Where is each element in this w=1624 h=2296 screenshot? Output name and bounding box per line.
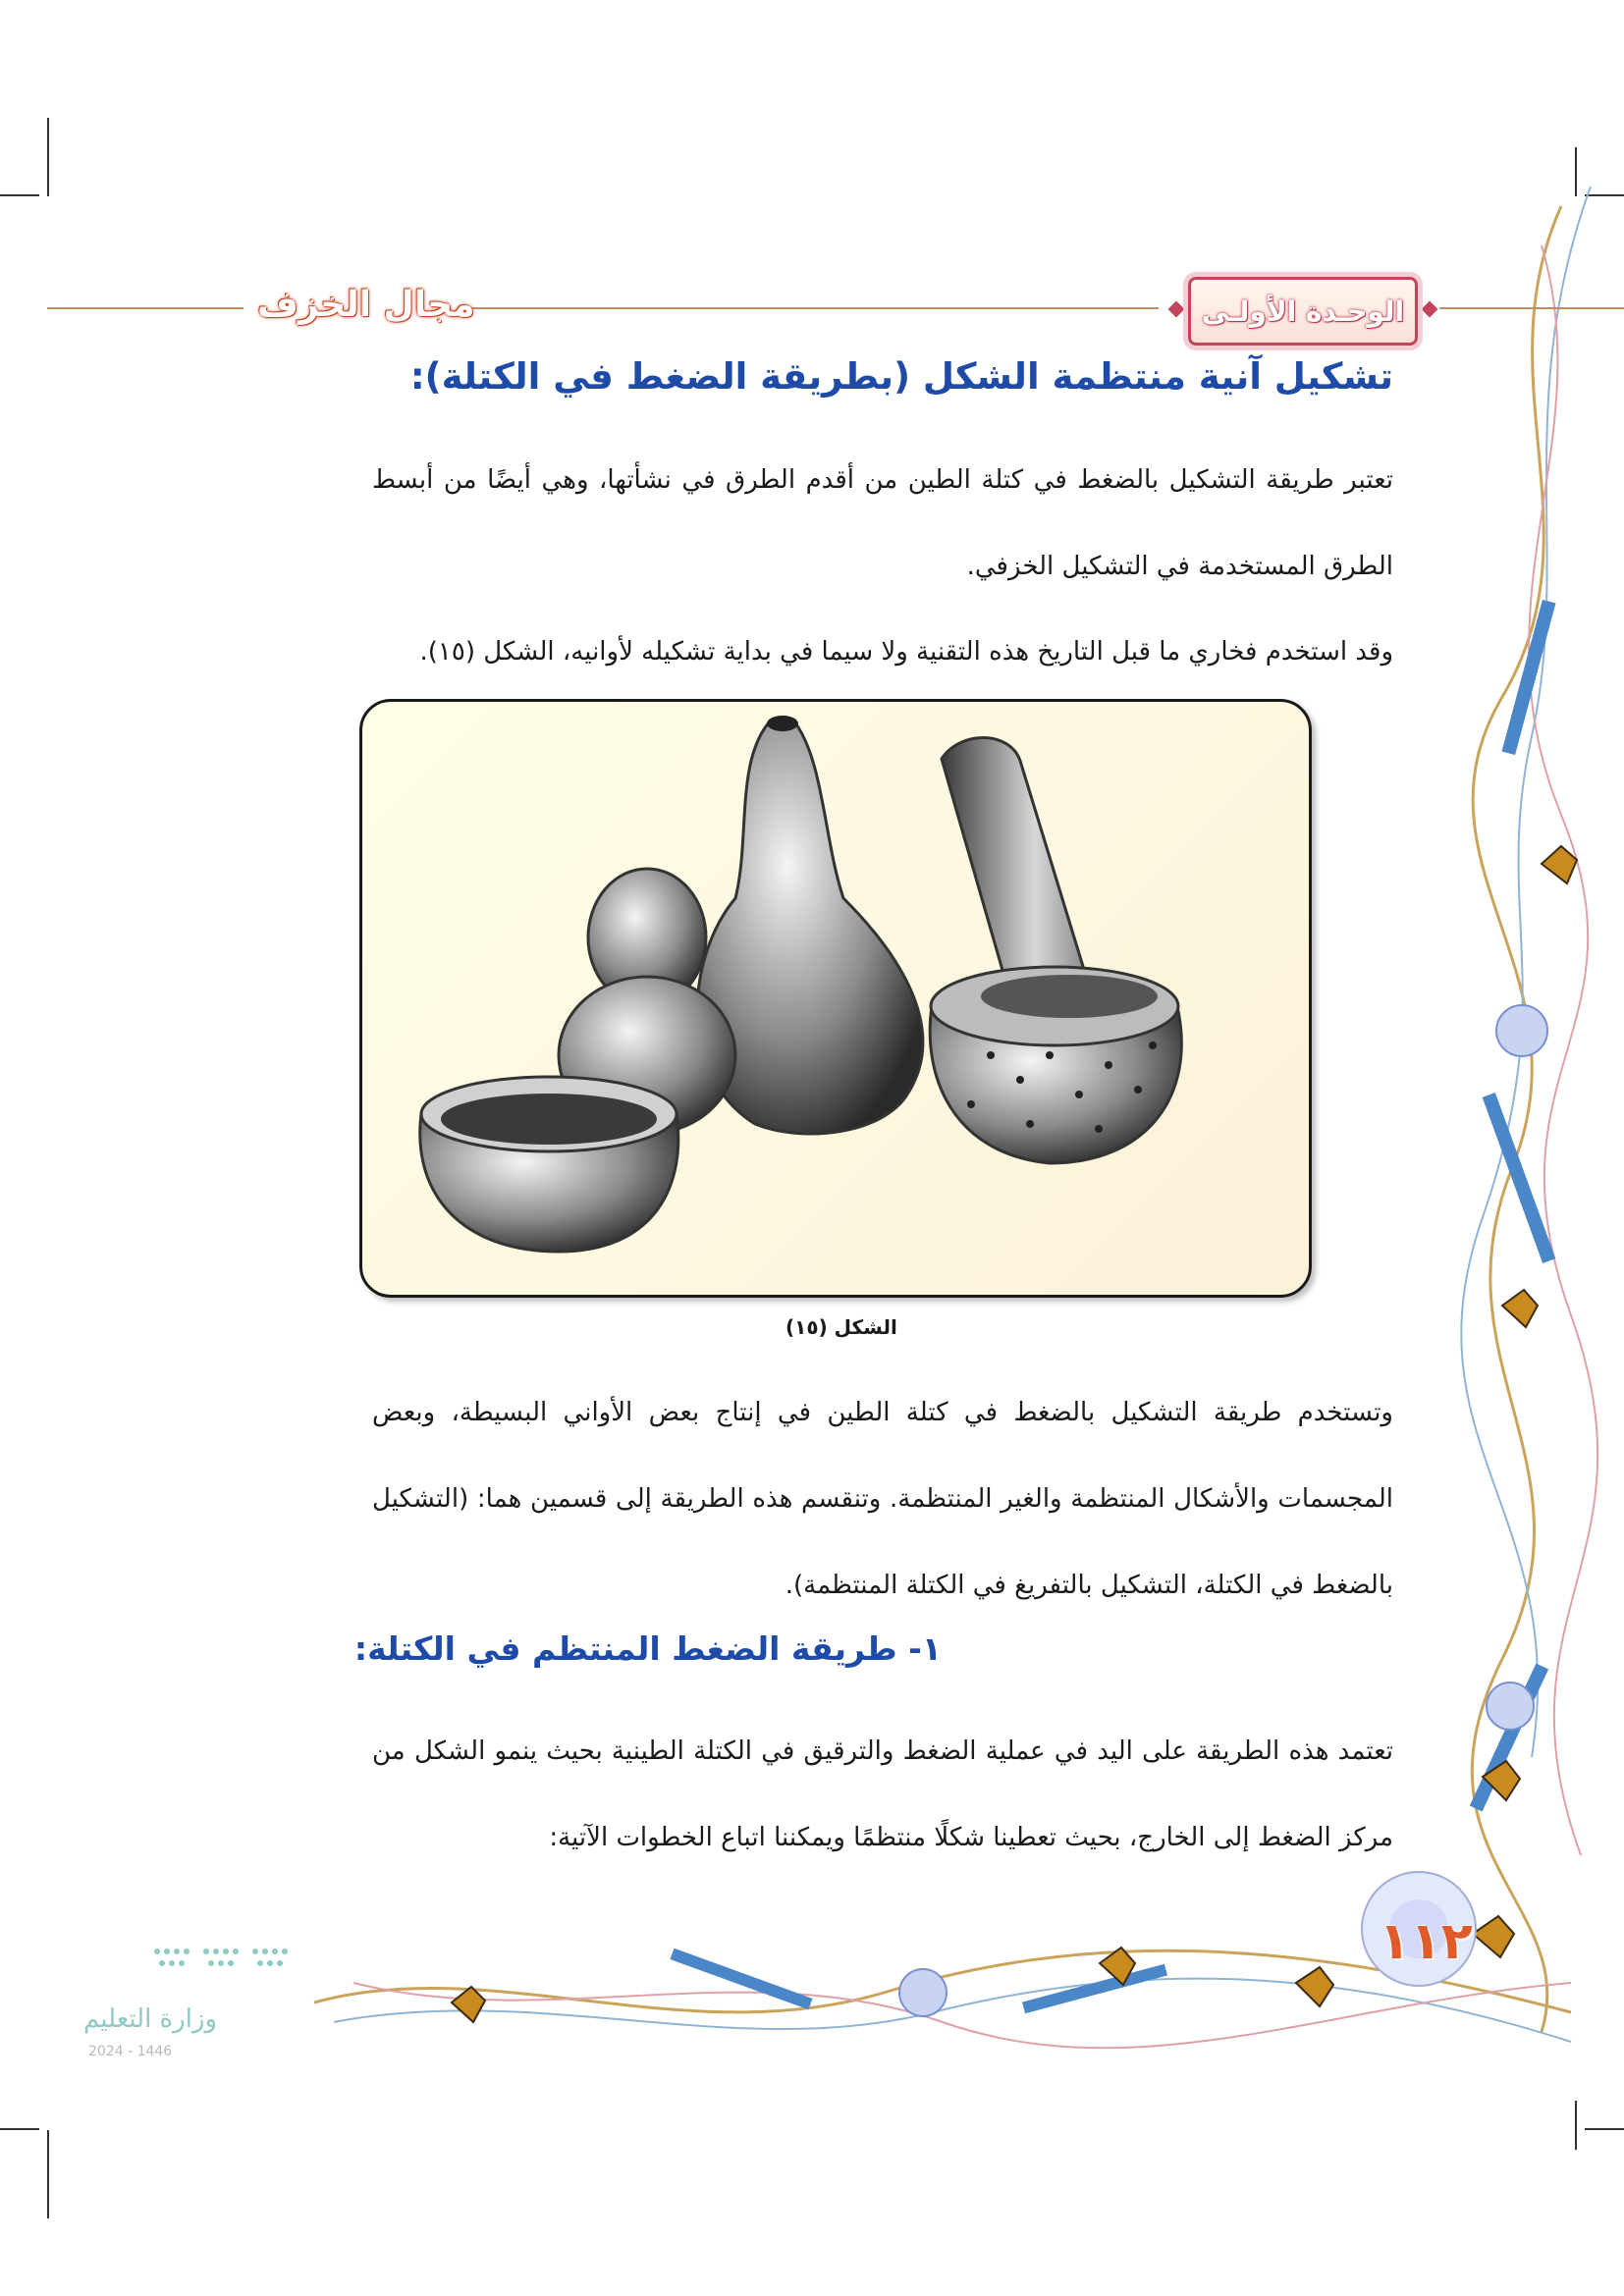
ministry-logo-year: 2024 - 1446	[88, 2044, 173, 2059]
header-rule	[460, 307, 1159, 309]
decorative-border-right	[1443, 187, 1624, 2052]
header-rule	[47, 307, 244, 309]
crop-mark	[47, 2130, 49, 2218]
paragraph: تعتبر طريقة التشكيل بالضغط في كتلة الطين من أقدم الطرق في نشأتها، وهي أيضًا من أبسط الطرق المستخدمة في التشكيل الخزفي.	[372, 465, 1393, 581]
badge-ornament	[1422, 301, 1438, 318]
figure-pottery-drawing	[359, 699, 1312, 1298]
page-number: ١١٢	[1379, 1912, 1473, 1971]
paragraph: وقد استخدم فخاري ما قبل التاريخ هذه التقنية ولا سيما في بداية تشكيله لأوانيه، الشكل (١٥).	[419, 637, 1393, 667]
field-title: مجال الخزف	[257, 285, 475, 325]
crop-mark	[1575, 2101, 1577, 2150]
crop-mark	[1585, 2128, 1624, 2130]
crop-mark	[0, 194, 39, 196]
unit-badge	[1188, 277, 1418, 346]
unit-badge-label: الوحـدة الأولـى	[1201, 294, 1405, 328]
crop-mark	[47, 118, 49, 196]
ministry-logo-icon	[147, 1942, 295, 1971]
badge-ornament	[1168, 301, 1185, 318]
paragraph: تعتمد هذه الطريقة على اليد في عملية الضغط والترقيق في الكتلة الطينية بحيث ينمو الشكل من مركز الضغط إلى الخارج، بحيث تعطينا شكلًا منتظمًا ويمكننا اتباع الخطوات الآتية:	[372, 1736, 1393, 1852]
pottery-illustration	[362, 702, 1309, 1295]
paragraph: وتستخدم طريقة التشكيل بالضغط في كتلة الطين في إنتاج بعض الأواني البسيطة، وبعض المجسمات والأشكال المنتظمة والغير المنتظمة. وتنقسم هذه الطريقة إلى قسمين هما: (التشكيل بالضغط في الكتلة، التشكيل بالتفريغ في الكتلة المنتظمة).	[372, 1398, 1393, 1600]
section-heading: تشكيل آنية منتظمة الشكل (بطريقة الضغط في الكتلة):	[409, 355, 1393, 398]
figure-caption: الشكل (١٥)	[785, 1315, 897, 1339]
subsection-heading: ١- طريقة الضغط المنتظم في الكتلة:	[353, 1629, 942, 1668]
header-rule	[1439, 307, 1624, 309]
ministry-logo-text: وزارة التعليم	[83, 2004, 218, 2034]
crop-mark	[0, 2128, 39, 2130]
